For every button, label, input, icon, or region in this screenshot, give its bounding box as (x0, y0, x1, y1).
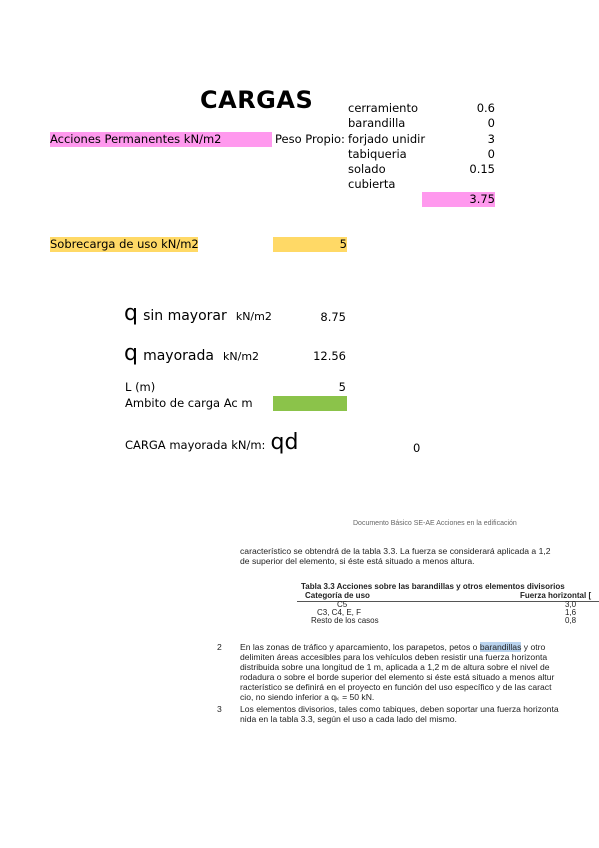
q-mayorada-label: mayorada (143, 348, 214, 364)
doc-header: Documento Básico SE-AE Acciones en la edificación (353, 520, 517, 527)
sobrecarga-value[interactable]: 5 (273, 237, 347, 252)
peso-propio-label: Peso Propio: (275, 132, 345, 146)
doc-table-header-categoria: Categoría de uso (305, 591, 370, 600)
component-name-cerramiento: cerramiento (348, 101, 419, 115)
doc-table-row-val: 0,8 (565, 616, 577, 625)
doc-table-row-cat: C3, C4, E, F (317, 608, 362, 617)
doc-table-header-fuerza: Fuerza horizontal [ (520, 591, 592, 600)
component-name-barandilla: barandilla (348, 116, 406, 130)
ambito-value-cell[interactable] (273, 396, 347, 411)
qd-symbol: qd (270, 430, 299, 455)
q-mayorada-row (124, 343, 259, 365)
ambito-label: Ambito de carga Ac m (125, 396, 253, 410)
carga-mayorada-label: CARGA mayorada kN/m: (125, 438, 266, 452)
component-name-forjado: forjado unidir (348, 132, 426, 146)
doc-item2-line: cio, no siendo inferior a qₖ = 50 kN. (240, 692, 375, 702)
component-name-tabiqueria: tabiqueria (348, 147, 407, 161)
carga-mayorada-row (125, 430, 298, 455)
q-symbol: q (124, 341, 138, 366)
longitud-label: L (m) (125, 380, 156, 394)
component-value-forjado[interactable]: 3 (487, 132, 495, 146)
doc-para1-line2: de superior del elemento, si éste está situado a menos altura. (240, 556, 475, 566)
doc-item3-line: Los elementos divisorios, tales como tabiques, deben soportar una fuerza horizonta (240, 704, 559, 714)
doc-item2-line: distribuida sobre una longitud de 1 m, aplicada a 1,2 m de altura sobre el nivel de (240, 662, 550, 672)
doc-table-row-cat: Resto de los casos (311, 616, 379, 625)
component-name-cubierta: cubierta (348, 177, 396, 191)
component-value-barandilla[interactable]: 0 (487, 116, 495, 130)
total-permanentes-cell[interactable]: 3.75 (422, 192, 495, 207)
q-sin-mayorar-label: sin mayorar (143, 308, 227, 324)
doc-table-row-cat: C5 (337, 600, 348, 609)
doc-item3-number: 3 (217, 704, 222, 714)
doc-item2-line: racterístico se definirá en el proyecto en función del uso específico y de las caract (240, 682, 552, 692)
document-excerpt (215, 515, 599, 724)
component-value-cerramiento[interactable]: 0.6 (476, 101, 495, 115)
component-value-solado[interactable]: 0.15 (469, 162, 495, 176)
q-symbol: q (124, 301, 138, 326)
doc-item2-line: delimiten áreas accesibles para los vehículos deben resistir una fuerza horizonta (240, 652, 548, 662)
doc-table-title: Tabla 3.3 Acciones sobre las barandillas y otros elementos divisorios (301, 582, 565, 591)
page-title: CARGAS (200, 86, 314, 114)
component-value-tabiqueria[interactable]: 0 (487, 147, 495, 161)
highlighted-word: barandillas (479, 642, 522, 652)
q-sin-mayorar-row (124, 303, 272, 325)
longitud-value[interactable]: 5 (338, 380, 346, 394)
sobrecarga-label: Sobrecarga de uso kN/m2 (50, 237, 199, 251)
doc-item3-line: nida en la tabla 3.3, según el uso a cada lado del mismo. (240, 714, 457, 724)
doc-item2-number: 2 (217, 642, 222, 652)
doc-para1-line1: característico se obtendrá de la tabla 3.3. La fuerza se considerará aplicada a 1,2 (240, 546, 551, 556)
q-mayorada-value[interactable]: 12.56 (313, 349, 346, 363)
doc-item2-line1: En las zonas de tráfico y aparcamiento, los parapetos, petos o barandillas y otro (240, 642, 546, 652)
doc-table-row-val: 3,0 (565, 600, 577, 609)
carga-mayorada-value[interactable]: 0 (413, 441, 421, 455)
component-name-solado: solado (348, 162, 386, 176)
q-sin-mayorar-unit: kN/m2 (235, 310, 272, 323)
doc-item2-line: rodadura o sobre el borde superior del elemento si éste está situado a menos altur (240, 672, 555, 682)
q-sin-mayorar-value[interactable]: 8.75 (320, 310, 346, 324)
acciones-permanentes-label: Acciones Permanentes kN/m2 (50, 132, 272, 147)
doc-table-row-val: 1,6 (565, 608, 577, 617)
q-mayorada-unit: kN/m2 (223, 350, 260, 363)
